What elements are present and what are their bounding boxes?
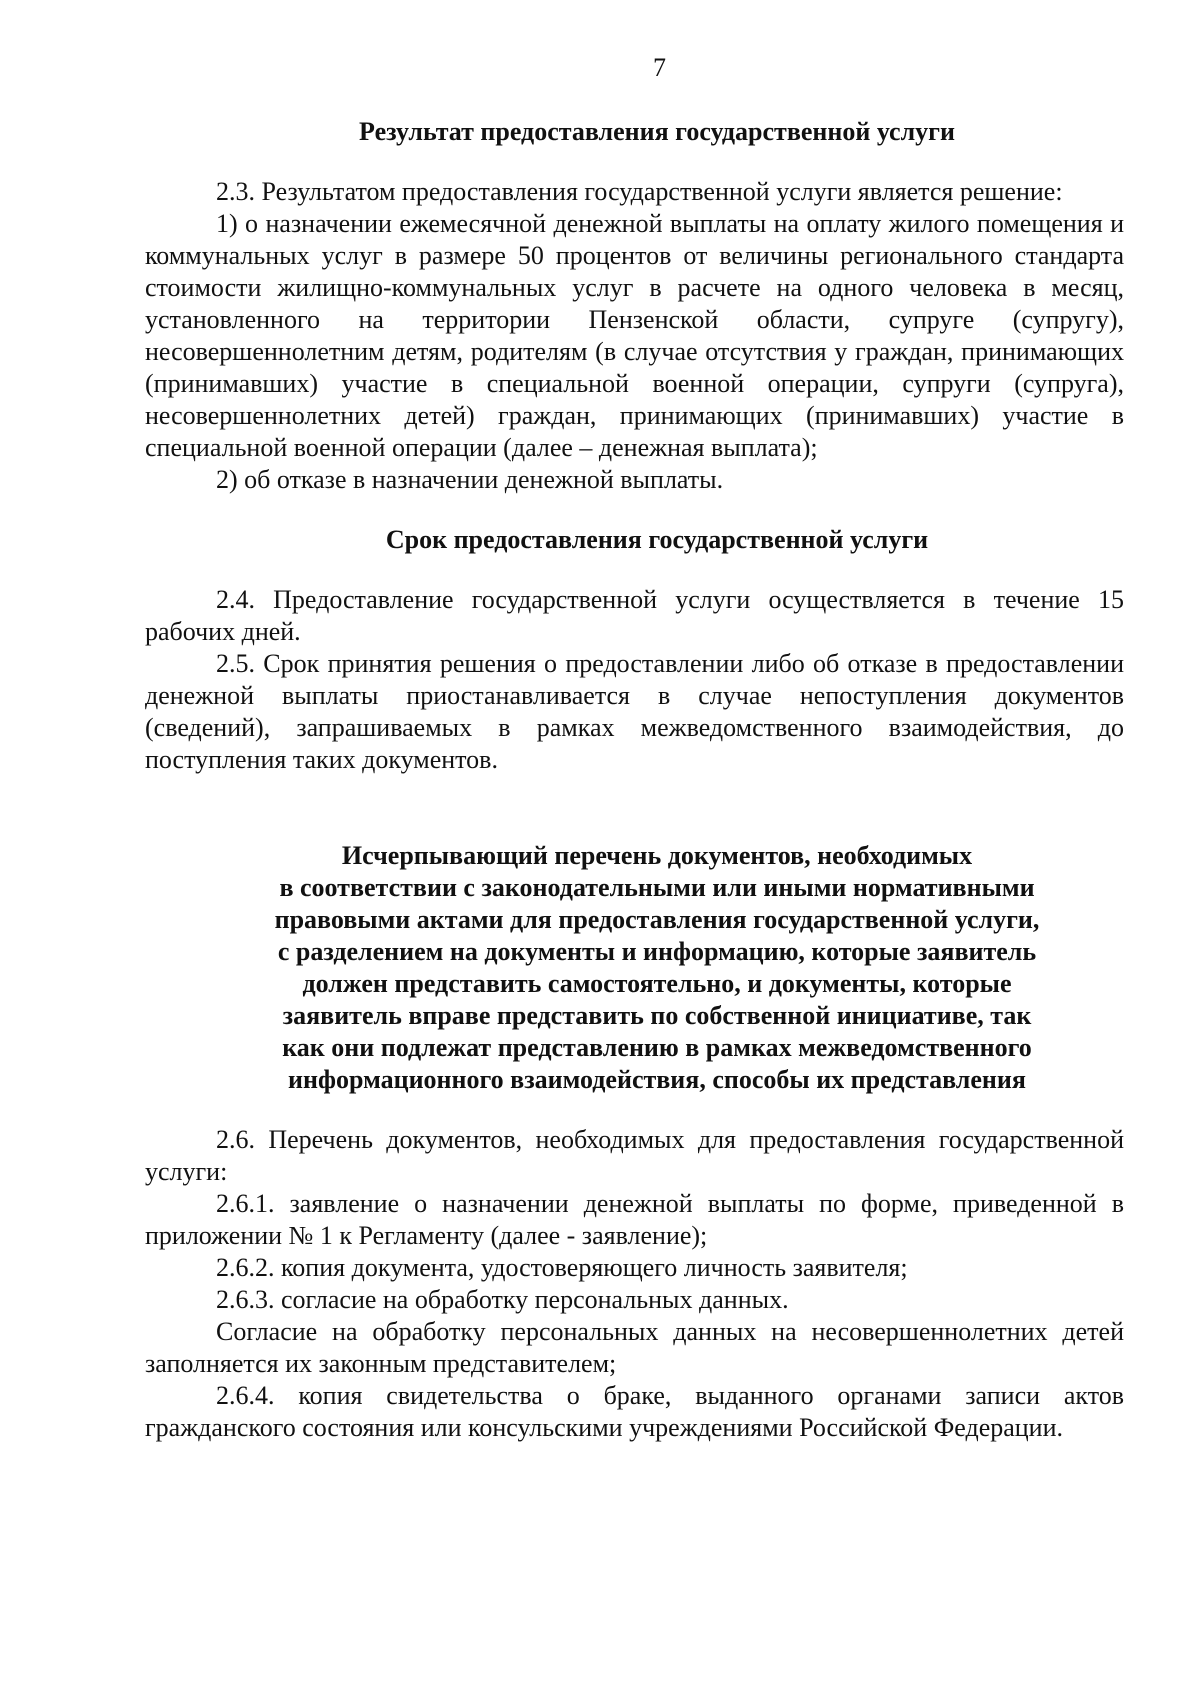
paragraph-2-6-1: 2.6.1. заявление о назначении денежной выплаты по форме, приведенной в приложении № 1 к Регламенту (далее - заявление); [145,1189,1124,1250]
paragraph-2-6-3: 2.6.3. согласие на обработку персональных данных. [216,1285,789,1314]
section-term-body [145,584,1124,776]
paragraph-2-6: 2.6. Перечень документов, необходимых для предоставления государственной услуги: [145,1125,1124,1186]
heading-line: с разделением на документы и информацию, которые заявитель [277,937,1037,966]
section-documents [145,840,1124,1444]
paragraph-2-4: 2.4. Предоставление государственной услуги осуществляется в течение 15 рабочих дней. [145,585,1124,646]
heading-line: должен представить самостоятельно, и документы, которые [302,969,1012,998]
page-number: 7 [653,53,666,82]
heading-line: информационного взаимодействия, способы их представления [288,1065,1026,1094]
section-result [145,116,1124,496]
heading-line: как они подлежат представлению в рамках межведомственного [282,1033,1032,1062]
paragraph-2-3-item-2: 2) об отказе в назначении денежной выплаты. [216,465,724,494]
heading-line: правовыми актами для предоставления государственной услуги, [274,905,1040,934]
paragraph-2-3-item-1: 1) о назначении ежемесячной денежной выплаты на оплату жилого помещения и коммунальных услуг в размере 50 процентов от величины регионального стандарта стоимости жилищно-коммунальных услуг в расчете на одного человека в месяц, установленного на территории Пензенской области, супруге (супругу), несовершеннолетним детям, родителям (в случае отсутствия у граждан, принимающих (принимавших) участие в специальной военной операции, супруги (супруга), несовершеннолетних детей) граждан, принимающих (принимавших) участие в специальной военной операции (далее – денежная выплата); [145,209,1124,462]
heading-line: в соответствии с законодательными или иными нормативными [279,873,1035,902]
section-term [145,524,1124,776]
paragraph-2-3: 2.3. Результатом предоставления государственной услуги является решение: [216,177,1063,206]
section-heading-term: Срок предоставления государственной услуги [385,525,929,554]
section-documents-body [145,1124,1124,1444]
paragraph-2-6-4: 2.6.4. копия свидетельства о браке, выданного органами записи актов гражданского состояния или консульскими учреждениями Российской Федерации. [145,1381,1124,1442]
paragraph-2-5: 2.5. Срок принятия решения о предоставлении либо об отказе в предоставлении денежной выплаты приостанавливается в случае непоступления документов (сведений), запрашиваемых в рамках межведомственного взаимодействия, до поступления таких документов. [145,649,1124,774]
paragraph-2-6-2: 2.6.2. копия документа, удостоверяющего личность заявителя; [216,1253,908,1282]
paragraph-consent-note: Согласие на обработку персональных данных на несовершеннолетних детей заполняется их законным представителем; [145,1317,1124,1378]
heading-line: заявитель вправе представить по собственной инициативе, так [282,1001,1032,1030]
section-heading-documents [145,840,1124,1096]
section-heading-result: Результат предоставления государственной услуги [359,117,955,146]
section-result-body [145,176,1124,496]
heading-line: Исчерпывающий перечень документов, необходимых [341,841,973,870]
